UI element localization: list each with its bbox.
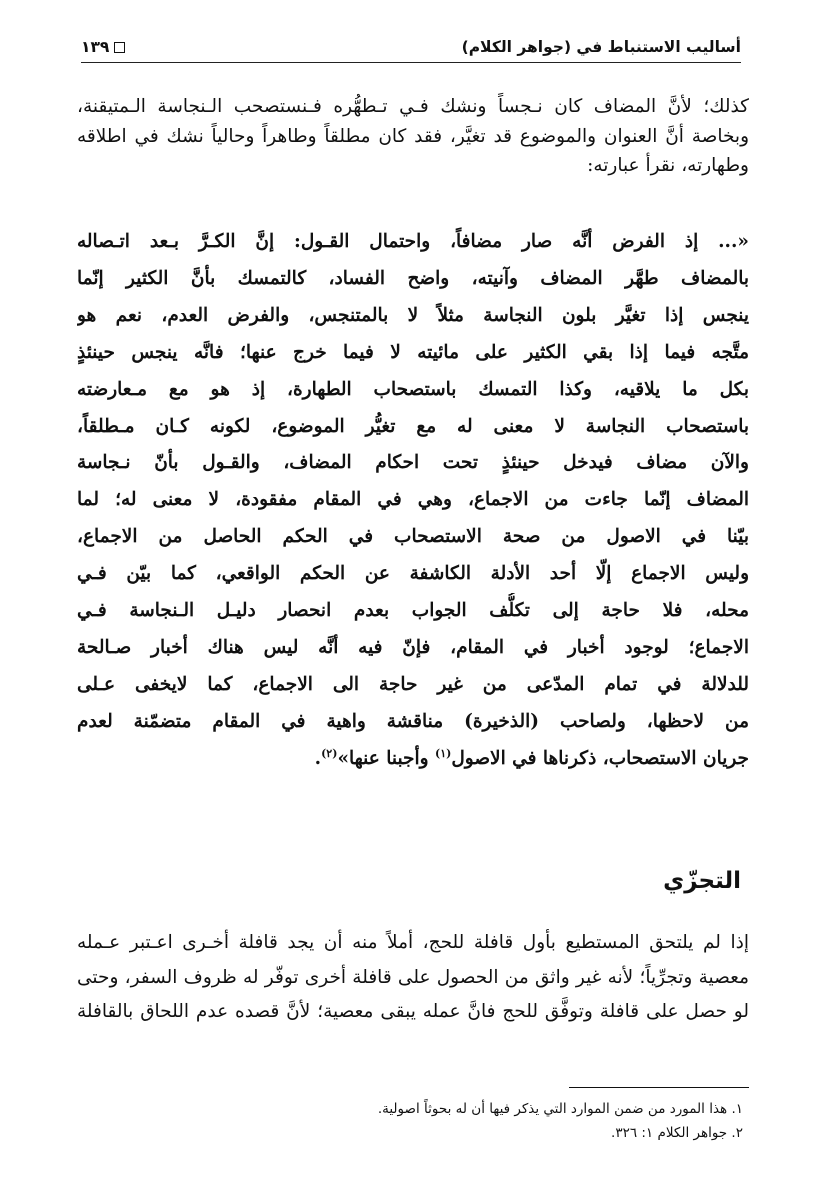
header-page-number: ١٣٩ [81, 38, 110, 56]
footnote-ref[interactable]: (١) [434, 746, 452, 760]
quote-line: متَّجه فيما إذا بقي الكثير على مائيته لا فيما خرج عنها؛ فانَّه ينجس حينئذٍ [77, 341, 749, 363]
quote-line: بالمضاف طهَّر المضاف وآنيته، واضح الفساد، كالتمسك بأنَّ الكثير إنّما [77, 267, 749, 289]
section-heading: التجزّي [663, 868, 741, 894]
header-rule [81, 62, 741, 63]
quote-line: بيّنا في الاصول من صحة الاستصحاب في الحكم الحاصل من الاجماع، [77, 526, 749, 548]
header-title: أساليب الاستنباط في (جواهر الكلام) [461, 38, 741, 56]
quote-line: باستصحاب النجاسة لا معنى له مع تغيُّر الموضوع، لكونه كـان مـطلقاً، [77, 415, 749, 437]
section-paragraph [77, 926, 749, 1030]
quote-line: للدلالة في تمام المدّعى من غير حاجة الى الاجماع، كما لايخفى عـلى [77, 673, 749, 695]
header-separator-icon [114, 42, 125, 53]
quote-line: محله، فلا حاجة إلى تكلُّف الجواب بعدم انحصار دليـل الـنجاسة فـي [77, 600, 749, 622]
header-page-group [81, 38, 130, 56]
section-line: معصية وتجرِّياً؛ لأنه غير واثق من الحصول على قافلة أخرى توفّر له ظروف السفر، وحتى [77, 966, 749, 988]
intro-line: كذلك؛ لأنَّ المضاف كان نـجساً ونشك فـي تـطهُّره فـنستصحب الـنجاسة الـمتيقنة، [77, 96, 749, 117]
running-header [81, 36, 741, 62]
footnotes [83, 1097, 743, 1145]
quote-line: بكل ما يلاقيه، وكذا التمسك باستصحاب الطهارة، إذ هو مع مـعارضته [77, 378, 749, 400]
intro-line: وطهارته، نقرأ عبارته: [587, 155, 749, 177]
quote-last-line-tail: وأجبنا عنها» [337, 747, 435, 769]
quote-line: الاجماع؛ لوجود أخبار في المقام، فإنّ فيه أنَّه ليس هناك أخبار صـالحة [77, 636, 749, 658]
quote-last-line [77, 741, 749, 778]
footnote-ref[interactable]: (٢) [321, 746, 338, 760]
quoted-passage [77, 224, 749, 778]
footnote-item: ١. هذا المورد من ضمن الموارد التي يذكر فيها أن له بحوثاً اصولية. [377, 1101, 743, 1117]
quote-line: وليس الاجماع إلّا أحد الأدلة الكاشفة عن الحكم الواقعي، كما بيّن فـي [77, 563, 749, 585]
quote-line: من لاحظها، ولصاحب (الذخيرة) مناقشة واهية في المقام متضمّنة لعدم [77, 710, 749, 732]
quote-line: المضاف إنّما جاءت من الاجماع، وهي في المقام مفقودة، لا معنى له؛ لما [77, 489, 749, 511]
footnote-item: ٢. جواهر الكلام ١: ٣٢٦. [611, 1125, 743, 1141]
quote-line: «... إذ الفرض أنَّه صار مضافاً، واحتمال القـول: إنَّ الكـرَّ بـعد اتـصاله [77, 231, 749, 252]
footnote-rule [569, 1087, 749, 1088]
quote-line: ينجس إذا تغيَّر بلون النجاسة مثلاً لا بالمتنجس، والفرض العدم، نعم هو [77, 304, 749, 326]
intro-line: وبخاصة أنَّ العنوان والموضوع قد تغيَّر، فقد كان مطلقاً وطاهراً وحالياً نشك في اطلاقه [77, 125, 749, 147]
section-line: لو حصل على قافلة وتوفَّق للحج فانَّ عمله يبقى معصية؛ لأنَّ قصده عدم اللحاق بالقافلة [77, 1001, 749, 1022]
section-line: إذا لم يلتحق المستطيع بأول قافلة للحج، أملاً منه أن يجد قافلة أخـرى اعـتبر عـمله [77, 932, 749, 953]
quote-last-line-text: جريان الاستصحاب، ذكرناها في الاصول [451, 747, 749, 769]
quote-last-line-end: . [314, 747, 322, 769]
quote-line: والآن مضاف فيدخل حينئذٍ تحت احكام المضاف، والقـول بأنّ نـجاسة [77, 452, 749, 474]
intro-paragraph [77, 92, 749, 181]
